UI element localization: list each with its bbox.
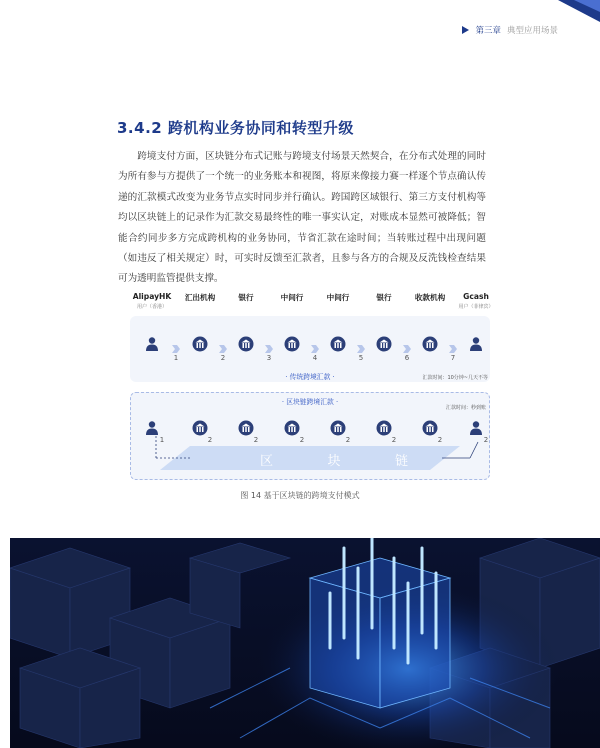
step-number: 2 [483,436,489,444]
participant-label: Gcash [463,292,489,301]
play-icon [462,26,469,34]
corner-decoration [554,0,600,22]
participant-label: AlipayHK [132,292,172,301]
step-number: 2 [220,354,226,362]
institution-icon [376,336,392,352]
chapter-label: 第三章 [475,26,501,36]
blockchain-time: 汇款时间：秒到账 [445,405,486,411]
traditional-time: 汇款时间：10分钟~几天不等 [422,375,488,381]
figure-caption: 图 14 基于区块链的跨境支付模式 [240,491,360,500]
step-number: 2 [437,436,443,444]
participant-sublabel: 用户（菲律宾） [458,304,494,310]
step-number: 2 [391,436,397,444]
body-paragraph: 跨境支付方面，区块链分布式记账与跨境支付场景天然契合，在分布式处理的同时为所有参与方提供了一个统一的业务账本和视图，将原来像接力赛一样逐个节点确认传递的汇款模式改变为业务节点实时同步并行确认。跨国跨区域银行、第三方支付机构等均以区块链上的记录作为汇款交易最终性的唯一事实认定，对账成本显然可被降低；智能合约同步多方完成跨机构的业务协同，节省汇款在途时间；当转账过程中出现问题（如违反了相关规定）时，可实时反馈至汇款者，且参与各方的合规及反洗钱检查结果可为透明监管提供支撑。 [118,151,486,285]
participant-label: 银行 [238,293,254,302]
institution-icon [422,420,438,436]
participant-label: 中间行 [326,293,350,302]
institution-icon [284,420,300,436]
institution-icon [330,420,346,436]
traditional-label: · 传统跨境汇款 · [285,373,335,381]
user-icon [144,420,160,436]
flow-arrow-icon [356,339,366,349]
step-number: 6 [404,354,410,362]
chapter-header [462,24,558,36]
user-icon [468,420,484,436]
flow-arrow-icon [310,339,320,349]
user-icon [144,336,160,352]
institution-icon [284,336,300,352]
flow-arrow-icon [264,339,274,349]
step-number: 7 [450,354,456,362]
chain-char: 链 [394,454,410,469]
institution-icon [376,420,392,436]
participant-sublabel: 用户（香港） [136,304,168,310]
step-number: 2 [207,436,213,444]
step-number: 2 [299,436,305,444]
institution-icon [192,420,208,436]
user-icon [468,336,484,352]
step-number: 2 [253,436,259,444]
section-title: 3.4.2 跨机构业务协同和转型升级 [117,119,354,137]
step-number: 2 [345,436,351,444]
flow-arrow-icon [448,339,458,349]
institution-icon [192,336,208,352]
institution-icon [238,420,254,436]
blockchain-city-illustration [10,538,600,748]
chapter-title: 典型应用场景 [506,26,558,36]
chain-text [260,450,410,469]
blockchain-label: · 区块链跨境汇款 · [281,398,339,406]
institution-icon [330,336,346,352]
flow-arrow-icon [171,339,181,349]
participant-label: 收款机构 [414,293,446,302]
participant-label: 银行 [376,293,392,302]
institution-icon [238,336,254,352]
participant-label: 中间行 [280,293,304,302]
flow-arrow-icon [402,339,412,349]
step-number: 1 [173,354,179,362]
flow-arrow-icon [218,339,228,349]
step-number: 4 [312,354,318,362]
step-number: 1 [159,436,165,444]
chain-char: 块 [327,454,343,469]
institution-icon [422,336,438,352]
step-number: 3 [266,354,272,362]
payment-flow-diagram [130,286,494,481]
participant-label: 汇出机构 [184,293,216,302]
step-number: 5 [358,354,364,362]
chain-char: 区 [260,454,276,469]
